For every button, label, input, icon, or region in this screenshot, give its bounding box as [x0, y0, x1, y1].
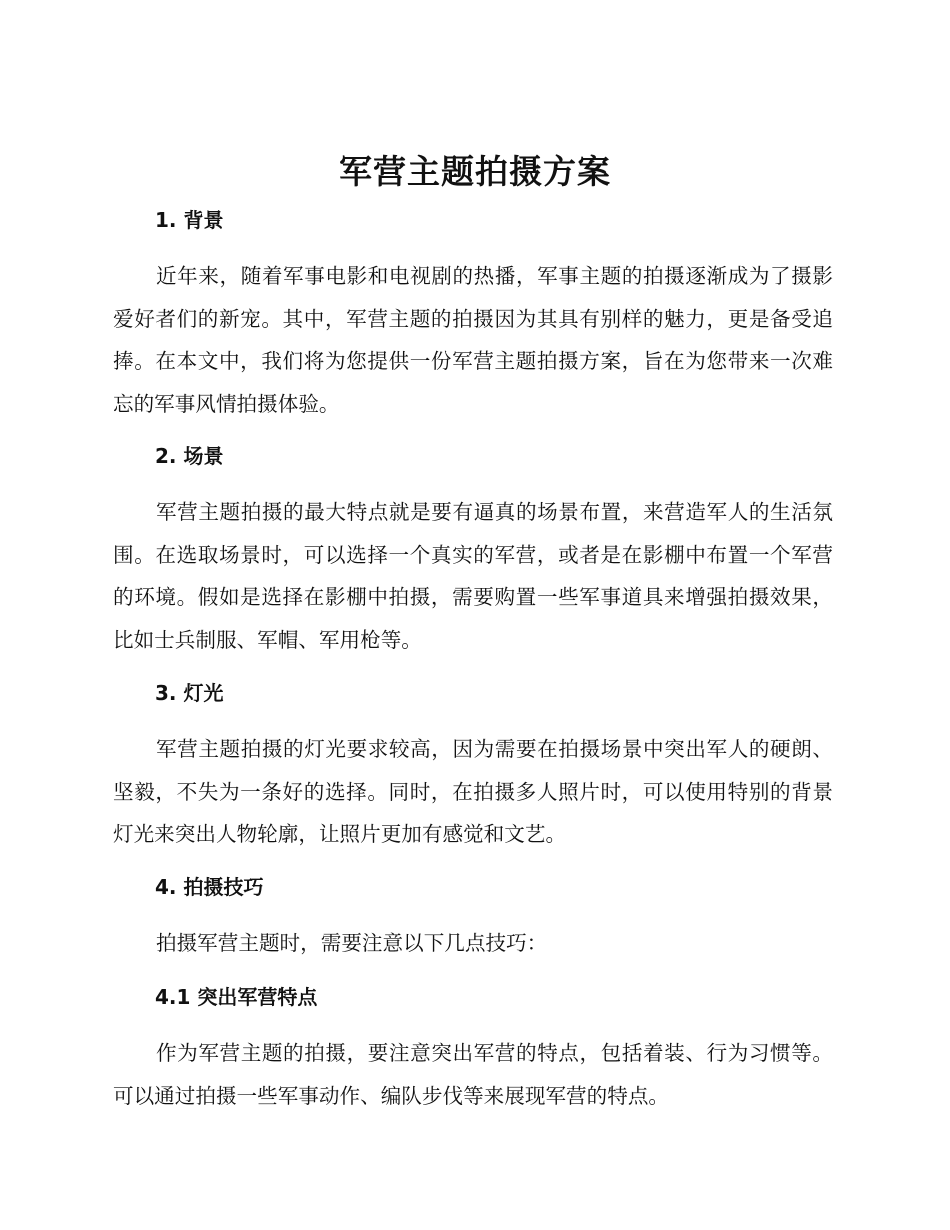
section-heading-lighting: 3. 灯光 — [155, 681, 224, 705]
section-heading-highlight-camp: 4.1 突出军营特点 — [155, 985, 318, 1009]
section-paragraph-techniques: 拍摄军营主题时，需要注意以下几点技巧： — [156, 931, 548, 955]
document-title: 军营主题拍摄方案 — [339, 152, 611, 191]
section-heading-techniques: 4. 拍摄技巧 — [155, 875, 264, 899]
section-paragraph-background: 近年来，随着军事电影和电视剧的热播，军事主题的拍摄逐渐成为了摄影爱好者们的新宠。其中，军营主题的拍摄因为其具有别样的魅力，更是备受追捧。在本文中，我们将为您提供一份军营主题拍摄方案，旨在为您带来一次难忘的军事风情拍摄体验。 — [113, 264, 833, 416]
section-heading-background: 1. 背景 — [155, 208, 224, 232]
section-paragraph-lighting: 军营主题拍摄的灯光要求较高，因为需要在拍摄场景中突出军人的硬朗、坚毅，不失为一条好的选择。同时，在拍摄多人照片时，可以使用特别的背景灯光来突出人物轮廓，让照片更加有感觉和文艺。 — [113, 737, 833, 846]
section-paragraph-scene: 军营主题拍摄的最大特点就是要有逼真的场景布置，来营造军人的生活氛围。在选取场景时，可以选择一个真实的军营，或者是在影棚中布置一个军营的环境。假如是选择在影棚中拍摄，需要购置一些军事道具来增强拍摄效果，比如士兵制服、军帽、军用枪等。 — [113, 500, 833, 652]
section-paragraph-highlight-camp: 作为军营主题的拍摄，要注意突出军营的特点，包括着装、行为习惯等。可以通过拍摄一些军事动作、编队步伐等来展现军营的特点。 — [113, 1041, 833, 1108]
section-heading-scene: 2. 场景 — [155, 444, 224, 468]
